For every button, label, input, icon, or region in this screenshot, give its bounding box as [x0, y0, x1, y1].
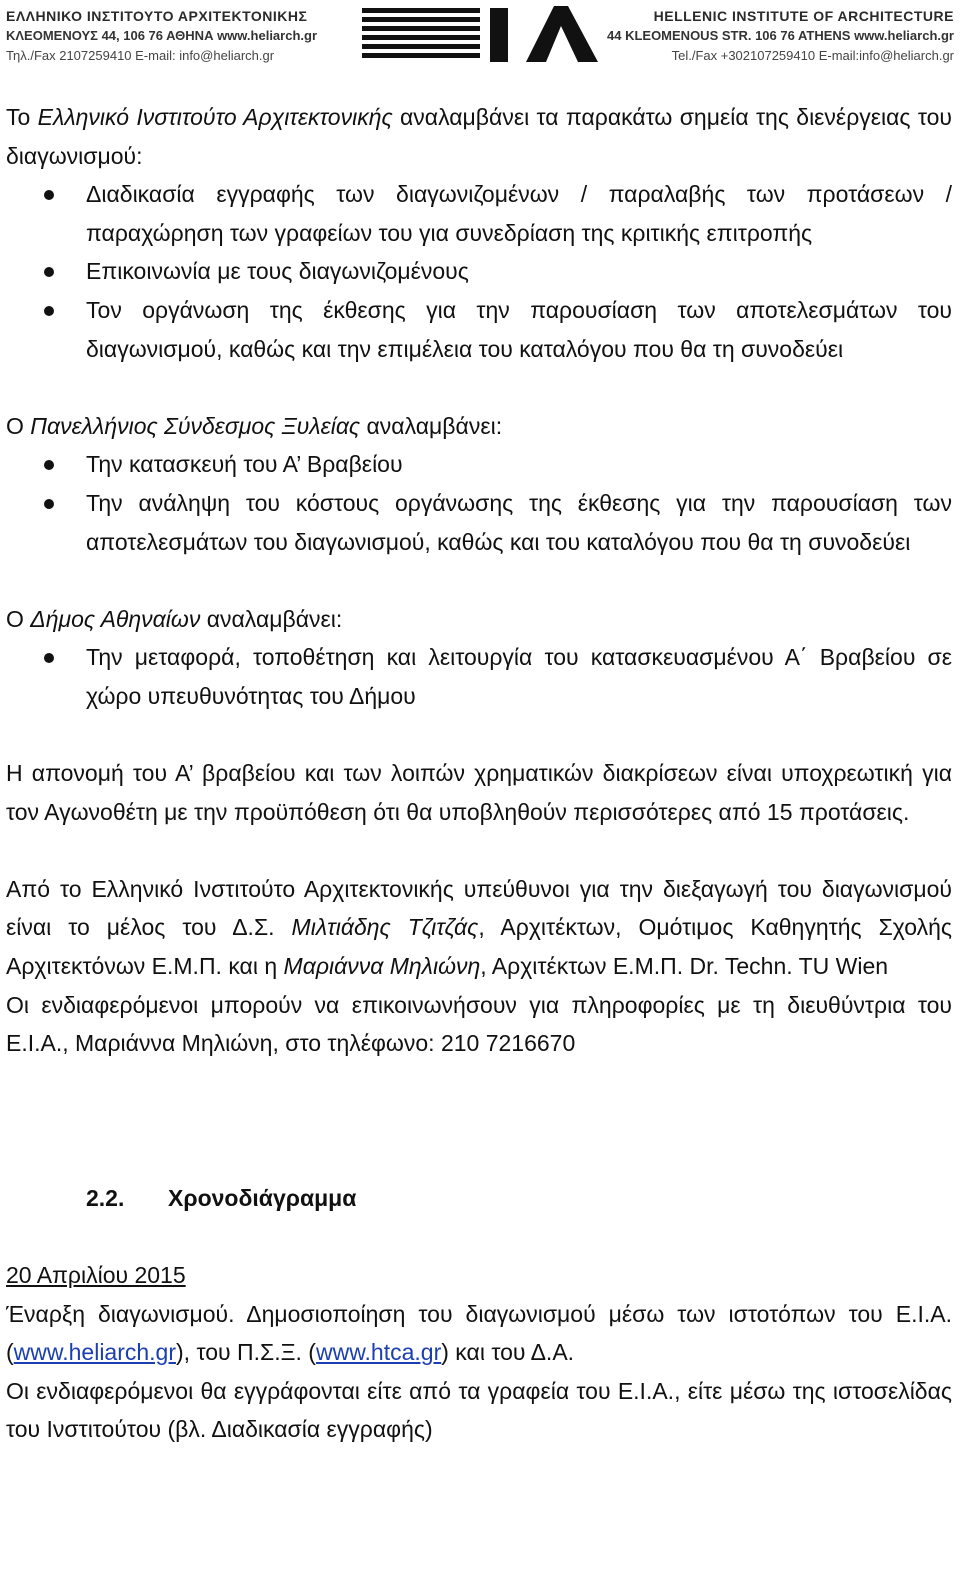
list-item: Τον οργάνωση της έκθεσης για την παρουσίαση των αποτελεσμάτων του διαγωνισμού, καθώς και την επιμέλεια του καταλόγου που θα τη συνοδεύει	[6, 291, 952, 368]
eia-responsibilities-list	[6, 175, 952, 368]
htca-link[interactable]: www.htca.gr	[315, 1339, 442, 1366]
letterhead	[0, 0, 960, 72]
da-responsibilities-list	[6, 638, 952, 715]
schedule-start-paragraph: Έναρξη διαγωνισμού. Δημοσιοποίηση του διαγωνισμού μέσω των ιστοτόπων του Ε.Ι.Α.(www.heliarch.gr), του Π.Σ.Ξ. (www.htca.gr) και του Δ.Α.	[6, 1300, 952, 1366]
schedule-date: 20 Απριλίου 2015	[6, 1262, 186, 1289]
contact-paragraph: Οι ενδιαφερόμενοι μπορούν να επικοινωνήσουν για πληροφορίες με τη διευθύντρια του Ε.Ι.Α., Μαριάννα Μηλιώνη, στο τηλέφωνο: 210 7216670	[6, 991, 952, 1057]
institute-contact-greek: Τηλ./Fax 2107259410 E-mail: info@heliarch.gr	[6, 48, 275, 63]
section-number: 2.2.	[86, 1184, 125, 1211]
psx-responsibilities-list	[6, 445, 952, 561]
list-item: Διαδικασία εγγραφής των διαγωνιζομένων / παραλαβής των προτάσεων / παραχώρηση των γραφείων του για συνεδρίαση της κριτικής επιτροπής	[6, 175, 952, 252]
section-heading	[6, 1179, 952, 1218]
responsible-paragraph: Από το Ελληνικό Ινστιτούτο Αρχιτεκτονικής υπεύθυνοι για την διεξαγωγή του διαγωνισμού είναι το μέλος του Δ.Σ. Μιλτιάδης Τζιτζάς, Αρχιτέκτων, Ομότιμος Καθηγητής Σχολής Αρχιτεκτόνων Ε.Μ.Π. και η Μαριάννα Μηλιώνη, Αρχιτέκτων Ε.Μ.Π. Dr. Techn. TU Wien	[6, 875, 952, 980]
eia-intro: Το Ελληνικό Ινστιτούτο Αρχιτεκτονικής αναλαμβάνει τα παρακάτω σημεία της διενέργειας του διαγωνισμού:	[6, 104, 952, 169]
responsible-name-2: Μαριάννα Μηλιώνη	[283, 953, 481, 980]
institute-address-greek: ΚΛΕΟΜΕΝΟΥΣ 44, 106 76 ΑΘΗΝΑ www.heliarch.gr	[6, 28, 317, 43]
document-body	[6, 98, 952, 1449]
institute-name-greek: ΕΛΛΗΝΙΚΟ ΙΝΣΤΙΤΟΥΤΟ ΑΡΧΙΤΕΚΤΟΝΙΚΗΣ	[6, 8, 308, 24]
award-paragraph: Η απονομή του Α’ βραβείου και των λοιπών χρηματικών διακρίσεων είναι υποχρεωτική για τον Αγωνοθέτη με την προϋπόθεση ότι θα υποβληθούν περισσότερες από 15 προτάσεις.	[6, 760, 952, 825]
psx-name: Πανελλήνιος Σύνδεσμος Ξυλείας	[30, 412, 361, 439]
institute-address-english: 44 KLEOMENOUS STR. 106 76 ATHENS www.heliarch.gr	[607, 28, 954, 43]
letterhead-english	[594, 6, 954, 66]
list-item: Την μεταφορά, τοποθέτηση και λειτουργία του κατασκευασμένου Α΄ Βραβείου σε χώρο υπευθυνότητας του Δήμου	[6, 638, 952, 715]
responsible-name-1: Μιλτιάδης Τζιτζάς	[291, 914, 479, 941]
list-item: Την κατασκευή του Α’ Βραβείου	[6, 445, 952, 484]
institute-name-english: HELLENIC INSTITUTE OF ARCHITECTURE	[653, 8, 954, 24]
institute-logo-icon	[362, 4, 602, 66]
heliarch-link[interactable]: www.heliarch.gr	[13, 1339, 177, 1366]
list-item: Επικοινωνία με τους διαγωνιζομένους	[6, 252, 952, 291]
da-intro: Ο Δήμος Αθηναίων αναλαμβάνει:	[6, 605, 343, 632]
da-name: Δήμος Αθηναίων	[30, 605, 201, 632]
section-title: Χρονοδιάγραμμα	[168, 1184, 357, 1211]
eia-name: Ελληνικό Ινστιτούτο Αρχιτεκτονικής	[37, 104, 393, 130]
letterhead-greek	[6, 6, 336, 66]
registration-paragraph: Οι ενδιαφερόμενοι θα εγγράφονται είτε από τα γραφεία του Ε.Ι.Α., είτε μέσω της ιστοσελίδας του Ινστιτούτου (βλ. Διαδικασία εγγραφής)	[6, 1377, 952, 1443]
institute-contact-english: Tel./Fax +302107259410 E-mail:info@heliarch.gr	[671, 48, 954, 63]
list-item: Την ανάληψη του κόστους οργάνωσης της έκθεσης για την παρουσίαση των αποτελεσμάτων του διαγωνισμού, καθώς και του καταλόγου που θα τη συνοδεύει	[6, 484, 952, 561]
psx-intro: Ο Πανελλήνιος Σύνδεσμος Ξυλείας αναλαμβάνει:	[6, 412, 503, 439]
